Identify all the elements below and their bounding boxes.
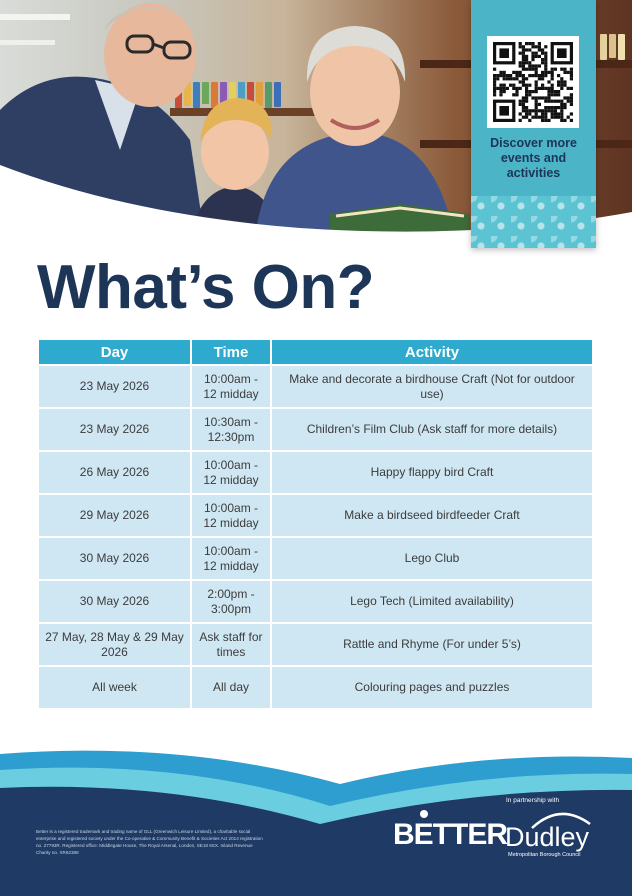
cell-activity: Happy flappy bird Craft <box>272 452 592 493</box>
cell-day: 30 May 2026 <box>39 581 190 622</box>
legal-notice: Better is a registered trademark and trading name of GLL (Greenwich Leisure Limited), a charitable social enterprise and registered society under the Co-operative & Community Benefit & Societies Act 2014 registration no. 27793R. Registered office: Middlegate House, The Royal Arsenal, London, SE18 6SX. Inland Revenue Charity no. XR62388 <box>36 829 263 855</box>
qr-panel <box>471 0 596 248</box>
dudley-council-label: Metropolitan Borough Council <box>508 852 581 858</box>
qr-code-icon <box>493 42 573 122</box>
cell-day: 26 May 2026 <box>39 452 190 493</box>
cell-activity: Make a birdseed birdfeeder Craft <box>272 495 592 536</box>
page-title: What’s On? <box>37 253 375 322</box>
cell-day: All week <box>39 667 190 708</box>
cell-time: 10:00am - 12 midday <box>192 495 270 536</box>
better-logo-text: BETTER <box>393 818 507 851</box>
cell-time: 10:00am - 12 midday <box>192 538 270 579</box>
cell-day: 27 May, 28 May & 29 May 2026 <box>39 624 190 665</box>
cell-activity: Colouring pages and puzzles <box>272 667 592 708</box>
damask-pattern <box>471 196 596 248</box>
table-row <box>39 366 592 407</box>
schedule-table <box>37 338 594 710</box>
table-row <box>39 452 592 493</box>
dudley-logo: Dudley <box>505 822 590 852</box>
qr-code[interactable] <box>487 36 579 128</box>
table-row <box>39 409 592 450</box>
cell-day: 23 May 2026 <box>39 409 190 450</box>
cell-activity: Make and decorate a birdhouse Craft (Not for outdoor use) <box>272 366 592 407</box>
cell-day: 29 May 2026 <box>39 495 190 536</box>
cell-time: Ask staff for times <box>192 624 270 665</box>
table-row <box>39 667 592 708</box>
cell-activity: Lego Tech (Limited availability) <box>272 581 592 622</box>
cell-time: 2:00pm - 3:00pm <box>192 581 270 622</box>
cell-day: 23 May 2026 <box>39 366 190 407</box>
header-time: Time <box>192 340 270 364</box>
better-logo-dot <box>420 810 428 818</box>
header-activity: Activity <box>272 340 592 364</box>
better-logo <box>393 818 507 852</box>
cell-time: All day <box>192 667 270 708</box>
cell-day: 30 May 2026 <box>39 538 190 579</box>
header-day: Day <box>39 340 190 364</box>
table-header-row <box>39 340 592 364</box>
table-row <box>39 495 592 536</box>
partnership-label: In partnership with <box>506 797 560 804</box>
cell-time: 10:30am - 12:30pm <box>192 409 270 450</box>
cell-activity: Children’s Film Club (Ask staff for more details) <box>272 409 592 450</box>
cell-time: 10:00am - 12 midday <box>192 366 270 407</box>
bookshelf-books <box>600 34 625 60</box>
cell-activity: Lego Club <box>272 538 592 579</box>
table-body <box>39 366 592 708</box>
table-row <box>39 624 592 665</box>
qr-caption: Discover more events and activities <box>490 136 577 180</box>
table-row <box>39 538 592 579</box>
table-row <box>39 581 592 622</box>
cell-time: 10:00am - 12 midday <box>192 452 270 493</box>
cell-activity: Rattle and Rhyme (For under 5’s) <box>272 624 592 665</box>
